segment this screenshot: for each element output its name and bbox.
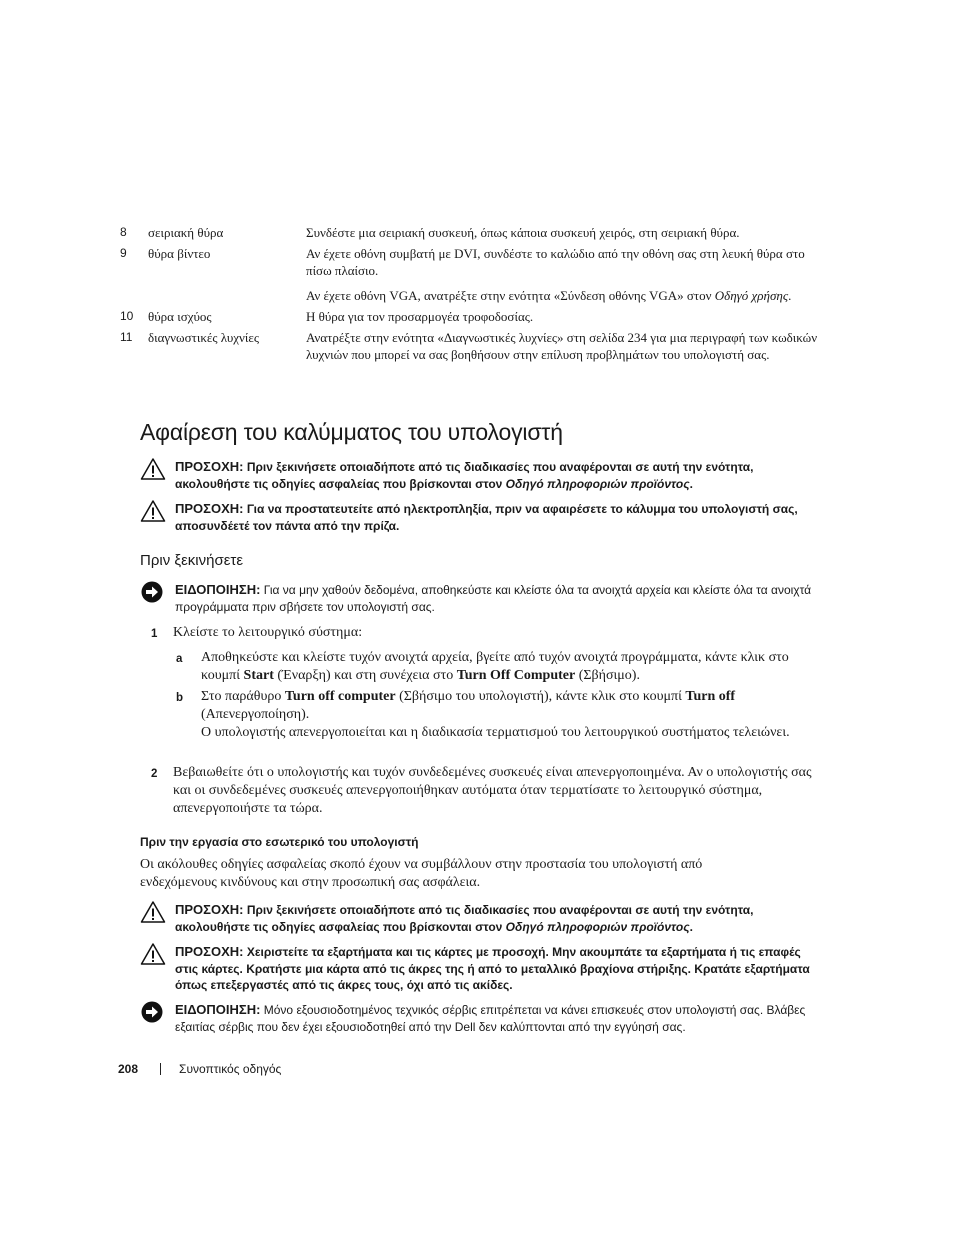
port-description-vga: Αν έχετε οθόνη VGA, ανατρέξτε στην ενότητα «Σύνδεση οθόνης VGA» στον Οδηγό χρήσης. bbox=[306, 288, 792, 303]
step-number: 1 bbox=[151, 628, 158, 640]
step-letter: b bbox=[176, 692, 184, 704]
warning-triangle-icon bbox=[140, 900, 166, 924]
port-row-9 bbox=[120, 245, 820, 304]
turn-off-button-ref: Turn off bbox=[685, 689, 736, 704]
warning-triangle-icon bbox=[140, 457, 166, 481]
turn-off-computer-window-ref: Turn off computer bbox=[284, 689, 396, 704]
caution-2: ΠΡΟΣΟΧΗ: Για να προστατευτείτε από ηλεκτροπληξία, πριν να αφαιρέσετε το κάλυμμα του υπολογιστή σας, αποσυνδέετέ τον πάντα από την πρίζα. bbox=[140, 501, 815, 534]
safety-paragraph: Οι ακόλουθες οδηγίες ασφαλείας σκοπό έχουν να συμβάλλουν στην προστασία του υπολογιστή από ενδεχόμενους κινδύνους και στην προσωπική σας ασφάλεια. bbox=[140, 857, 703, 890]
port-name: διαγνωστικές λυχνίες bbox=[148, 330, 260, 345]
caution-1: ΠΡΟΣΟΧΗ: Πριν ξεκινήσετε οποιαδήποτε από τις διαδικασίες που αναφέρονται σε αυτή την ενότητα, ακολουθήστε τις οδηγίες ασφαλείας που βρίσκονται στον Οδηγό πληροφοριών προϊόντος. bbox=[140, 459, 815, 492]
port-number: 8 bbox=[120, 225, 127, 239]
notice-label: ΕΙΔΟΠΟΙΗΣΗ: bbox=[175, 1002, 261, 1017]
caution-label: ΠΡΟΣΟΧΗ: bbox=[175, 944, 244, 959]
section-heading: Αφαίρεση του καλύμματος του υπολογιστή bbox=[140, 419, 563, 445]
step-1a: a Αποθηκεύστε και κλείστε τυχόν ανοιχτά αρχεία, βγείτε από τυχόν ανοιχτά προγράμματα, κάντε κλικ στο κουμπί Start (Έναρξη) και στη συνέχεια στο Turn Off Computer (Σβήσιμο). bbox=[176, 650, 789, 683]
ports-table bbox=[120, 224, 820, 367]
port-name: σειριακή θύρα bbox=[148, 225, 224, 240]
step-1b: b Στο παράθυρο Turn off computer (Σβήσιμο του υπολογιστή), κάντε κλικ στο κουμπί Turn off (Απενεργοποίηση). Ο υπολογιστής απενεργοποιείται και η διαδικασία τερματισμού του λειτουργικού συστήματος τελειώνει. bbox=[176, 689, 790, 740]
warning-triangle-icon bbox=[140, 942, 166, 966]
port-description: Συνδέστε μια σειριακή συσκευή, όπως κάποια συσκευή χειρός, στη σειριακή θύρα. bbox=[306, 225, 740, 240]
caution-label: ΠΡΟΣΟΧΗ: bbox=[175, 459, 244, 474]
warning-triangle-icon bbox=[140, 499, 166, 523]
port-row-10 bbox=[120, 308, 820, 325]
footer-divider bbox=[160, 1063, 161, 1075]
step-2: 2 Βεβαιωθείτε ότι ο υπολογιστής και τυχόν συνδεδεμένες συσκευές είναι απενεργοποιημένα. Αν ο υπολογιστής σας και οι συνδεδεμένες συσκευές απενεργοποιήθηκαν αυτόματα όταν τερματίσατε το λειτουργικό σύστημα, απενεργοποιήστε τα τώρα. bbox=[151, 765, 812, 816]
page-number: 208 bbox=[118, 1062, 139, 1076]
user-guide-ref: Οδηγό χρήσης bbox=[714, 288, 789, 303]
step-1: 1 Κλείστε το λειτουργικό σύστημα: bbox=[151, 624, 811, 642]
subheading-before-you-begin: Πριν ξεκινήσετε bbox=[140, 552, 244, 569]
port-number: 10 bbox=[120, 309, 134, 323]
notice-label: ΕΙΔΟΠΟΙΗΣΗ: bbox=[175, 582, 261, 597]
notice-arrow-icon bbox=[140, 1000, 166, 1024]
caution-3: ΠΡΟΣΟΧΗ: Πριν ξεκινήσετε οποιαδήποτε από τις διαδικασίες που αναφέρονται σε αυτή την ενότητα, ακολουθήστε τις οδηγίες ασφαλείας που βρίσκονται στον Οδηγό πληροφοριών προϊόντος. bbox=[140, 902, 815, 935]
caution-label: ΠΡΟΣΟΧΗ: bbox=[175, 902, 244, 917]
port-description: Η θύρα για τον προσαρμογέα τροφοδοσίας. bbox=[306, 309, 534, 324]
notice-1: ΕΙΔΟΠΟΙΗΣΗ: Για να μην χαθούν δεδομένα, αποθηκεύστε και κλείστε όλα τα ανοιχτά αρχεία και κλείστε όλα τα ανοιχτά προγράμματα πριν σβήσετε τον υπολογιστή σας. bbox=[140, 582, 815, 615]
port-number: 9 bbox=[120, 246, 127, 260]
port-description: Ανατρέξτε στην ενότητα «Διαγνωστικές λυχνίες» στη σελίδα 234 για μια περιγραφή των κωδικών λυχνιών που μπορεί να σας βοηθήσουν στην επίλυση προβλημάτων του υπολογιστή σας. bbox=[306, 330, 818, 362]
notice-arrow-icon bbox=[140, 580, 166, 604]
page-footer bbox=[118, 1062, 281, 1076]
notice-2: ΕΙΔΟΠΟΙΗΣΗ: Μόνο εξουσιοδοτημένος τεχνικός σέρβις επιτρέπεται να κάνει επισκευές στον υπολογιστή σας. Βλάβες εξαιτίας σέρβις που δεν έχει εξουσιοδοτηθεί από την Dell δεν καλύπτονται από την εγγύησή σας. bbox=[140, 1002, 815, 1035]
port-name: θύρα ισχύος bbox=[148, 309, 212, 324]
guide-title: Συνοπτικός οδηγός bbox=[179, 1062, 282, 1076]
caution-4: ΠΡΟΣΟΧΗ: Χειριστείτε τα εξαρτήματα και τις κάρτες με προσοχή. Μην ακουμπάτε τα εξαρτήματα ή τις επαφές στις κάρτες. Κρατήστε μια κάρτα από τις άκρες της ή από το μεταλλικό βραχίονα στήριξης. Κρατάτε εξαρτήματα όπως επεξεργαστές από τις άκρες τους, όχι από τις ακίδες. bbox=[140, 944, 815, 994]
turn-off-computer-ref: Turn Off Computer bbox=[456, 668, 576, 683]
step-number: 2 bbox=[151, 768, 158, 780]
port-number: 11 bbox=[120, 330, 133, 344]
port-name: θύρα βίντεο bbox=[148, 246, 211, 261]
subheading-before-working-inside: Πριν την εργασία στο εσωτερικό του υπολογιστή bbox=[140, 835, 419, 849]
start-button-ref: Start bbox=[243, 668, 274, 683]
port-row-11 bbox=[120, 329, 820, 363]
step-letter: a bbox=[176, 653, 183, 665]
caution-label: ΠΡΟΣΟΧΗ: bbox=[175, 501, 244, 516]
port-row-8 bbox=[120, 224, 820, 241]
port-description: Αν έχετε οθόνη συμβατή με DVI, συνδέστε το καλώδιο από την οθόνη σας στη λευκή θύρα στο πίσω πλαίσιο. bbox=[306, 246, 805, 278]
